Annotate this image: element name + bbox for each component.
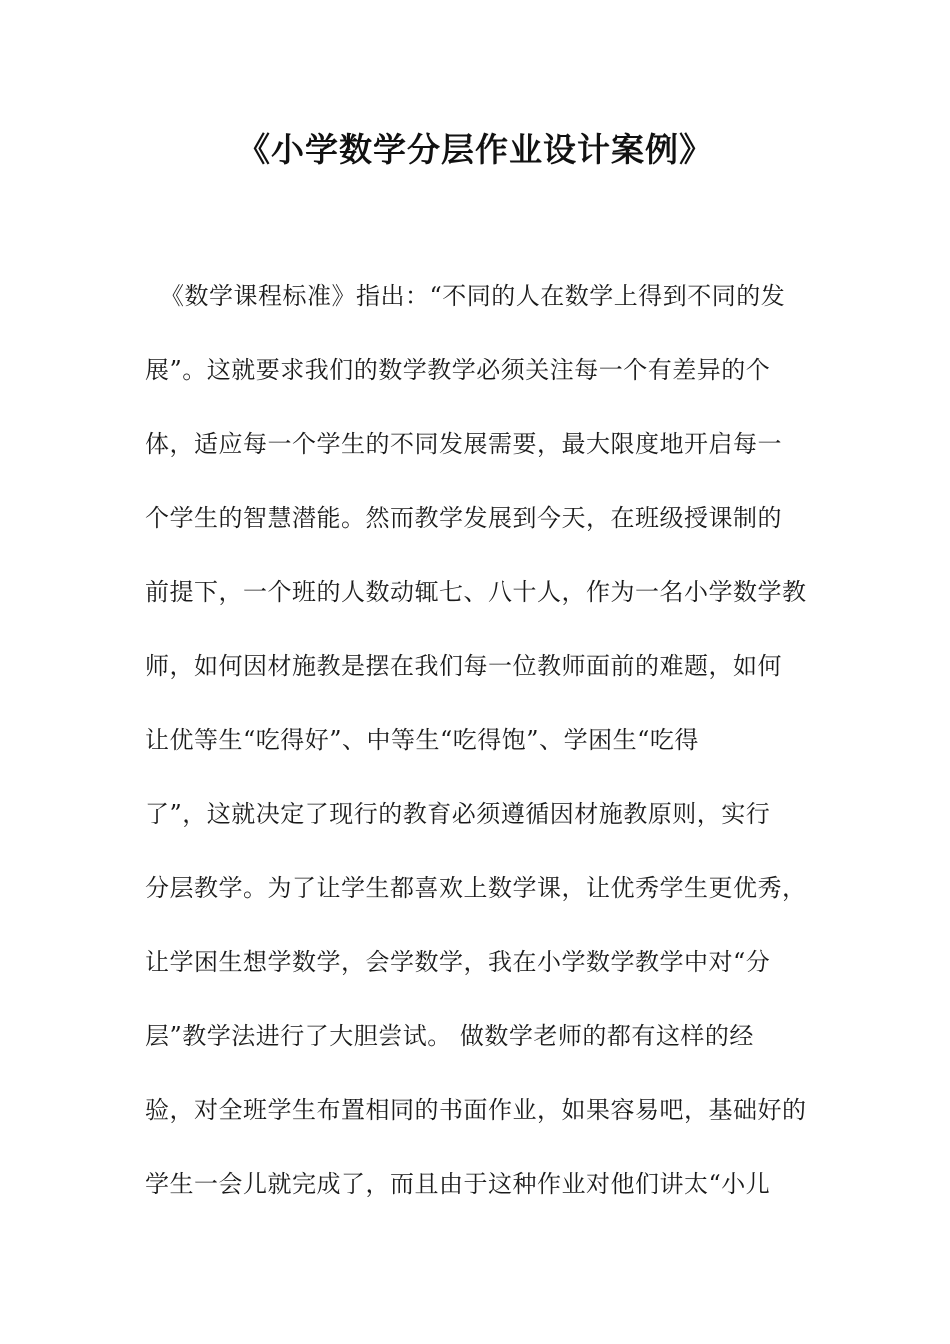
paragraph-line: 《数学课程标准》指出：“不同的人在数学上得到不同的发	[160, 282, 786, 310]
paragraph-line: 分层教学。为了让学生都喜欢上数学课，让优秀学生更优秀，	[145, 874, 807, 902]
paragraph-line: 前提下，一个班的人数动辄七、八十人，作为一名小学数学教	[145, 578, 807, 606]
paragraph-line: 学生一会儿就完成了，而且由于这种作业对他们讲太“小儿	[145, 1170, 771, 1198]
paragraph-line: 师，如何因材施教是摆在我们每一位教师面前的难题，如何	[145, 652, 782, 680]
paragraph-line: 层”教学法进行了大胆尝试。 做数学老师的都有这样的经	[145, 1022, 754, 1050]
paragraph-line: 个学生的智慧潜能。然而教学发展到今天，在班级授课制的	[145, 504, 782, 532]
paragraph-line: 体，适应每一个学生的不同发展需要，最大限度地开启每一	[145, 430, 782, 458]
paragraph-line: 了”，这就决定了现行的教育必须遵循因材施教原则，实行	[145, 800, 771, 828]
paragraph-line: 验，对全班学生布置相同的书面作业，如果容易吧，基础好的	[145, 1096, 807, 1124]
document-title: 《小学数学分层作业设计案例》	[237, 130, 713, 169]
paragraph-line: 让优等生“吃得好”、中等生“吃得饱”、学困生“吃得	[145, 726, 699, 754]
paragraph-line: 展”。这就要求我们的数学教学必须关注每一个有差异的个	[145, 356, 771, 384]
paragraph-line: 让学困生想学数学，会学数学，我在小学数学教学中对“分	[145, 948, 771, 976]
